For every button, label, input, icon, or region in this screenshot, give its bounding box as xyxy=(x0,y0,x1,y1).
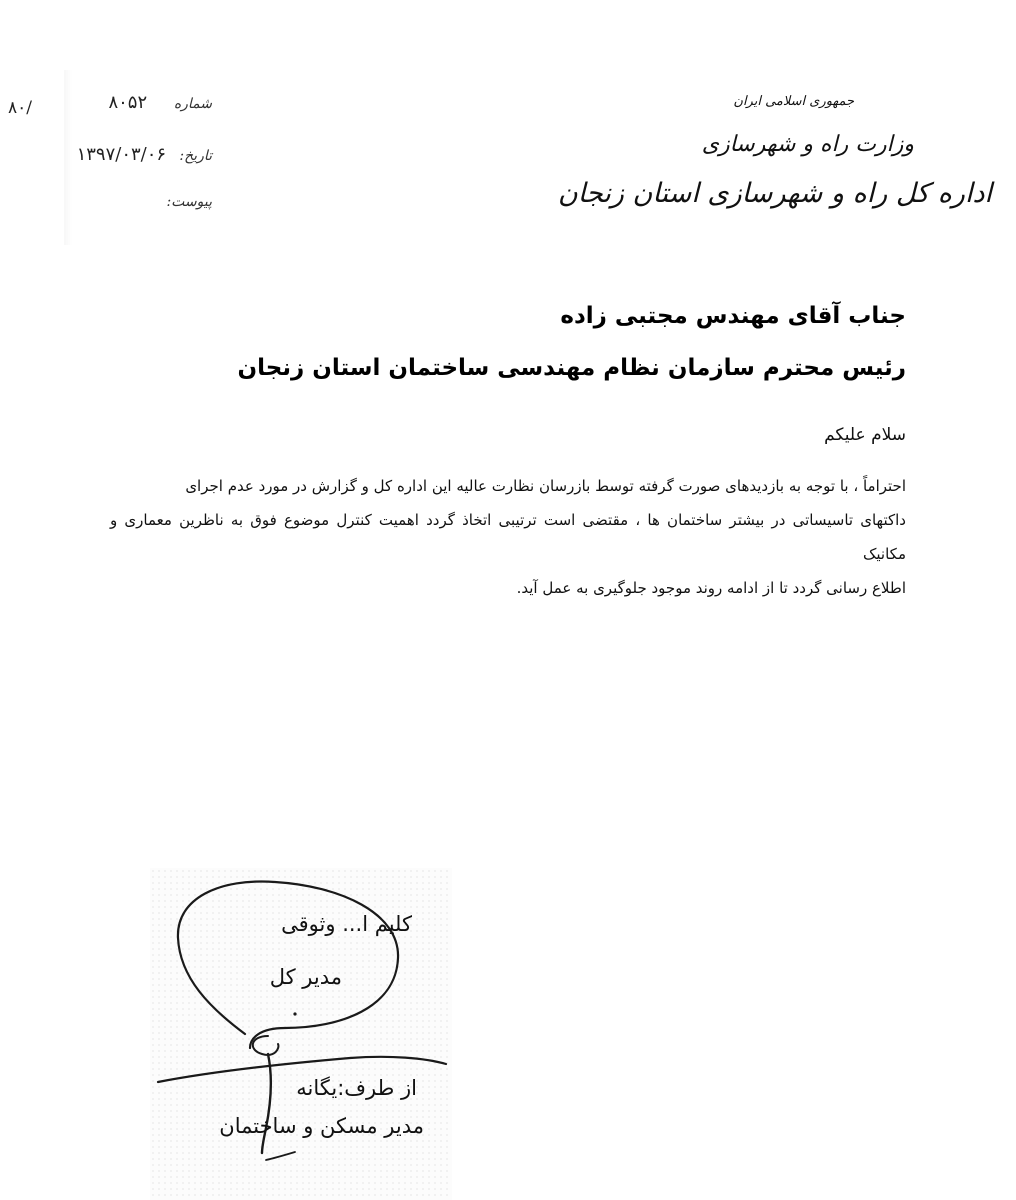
date-value: ۱۳۹۷/۰۳/۰۶ xyxy=(76,144,167,165)
addressee-name: جناب آقای مهندس مجتبی زاده xyxy=(560,303,906,329)
greeting: سلام علیکم xyxy=(824,425,906,445)
letter-body xyxy=(110,469,906,605)
number-row xyxy=(108,92,212,113)
ministry-name: وزارت راه و شهرسازی xyxy=(701,132,914,157)
body-line: احتراماً ، با توجه به بازدیدهای صورت گرفته توسط بازرسان نظارت عالیه این اداره کل و گزارش در مورد عدم اجرای xyxy=(185,477,906,495)
number-label: شماره xyxy=(173,96,212,112)
letter-meta xyxy=(0,92,230,222)
country-name: جمهوری اسلامی ایران xyxy=(733,94,854,109)
attachment-row xyxy=(166,194,212,210)
number-value: ۸۰۵۲ xyxy=(108,92,148,113)
signer-role: مدیر مسکن و ساختمان xyxy=(219,1114,424,1138)
body-line: داکتهای تاسیساتی در بیشتر ساختمان ها ، مقتضی است ترتیبی اتخاذ گردد اهمیت کنترل موضوع فوق به ناظرین معماری و مکانیک xyxy=(110,511,906,563)
signatory-name: کلیم ا... وثوقی xyxy=(281,912,412,936)
addressee-title: رئیس محترم سازمان نظام مهندسی ساختمان استان زنجان xyxy=(237,355,906,381)
number-extra: ۸۰/ xyxy=(8,98,32,118)
body-line: اطلاع رسانی گردد تا از ادامه روند موجود جلوگیری به عمل آید. xyxy=(516,579,906,597)
signature-block xyxy=(150,868,452,1200)
on-behalf-of: از طرف:یگانه xyxy=(296,1076,417,1100)
signatory-title: مدیر کل xyxy=(269,965,342,989)
date-label: تاریخ: xyxy=(179,148,212,164)
department-name: اداره کل راه و شهرسازی استان زنجان xyxy=(557,178,992,209)
date-row xyxy=(77,144,212,165)
attachment-label: پیوست: xyxy=(166,194,212,210)
